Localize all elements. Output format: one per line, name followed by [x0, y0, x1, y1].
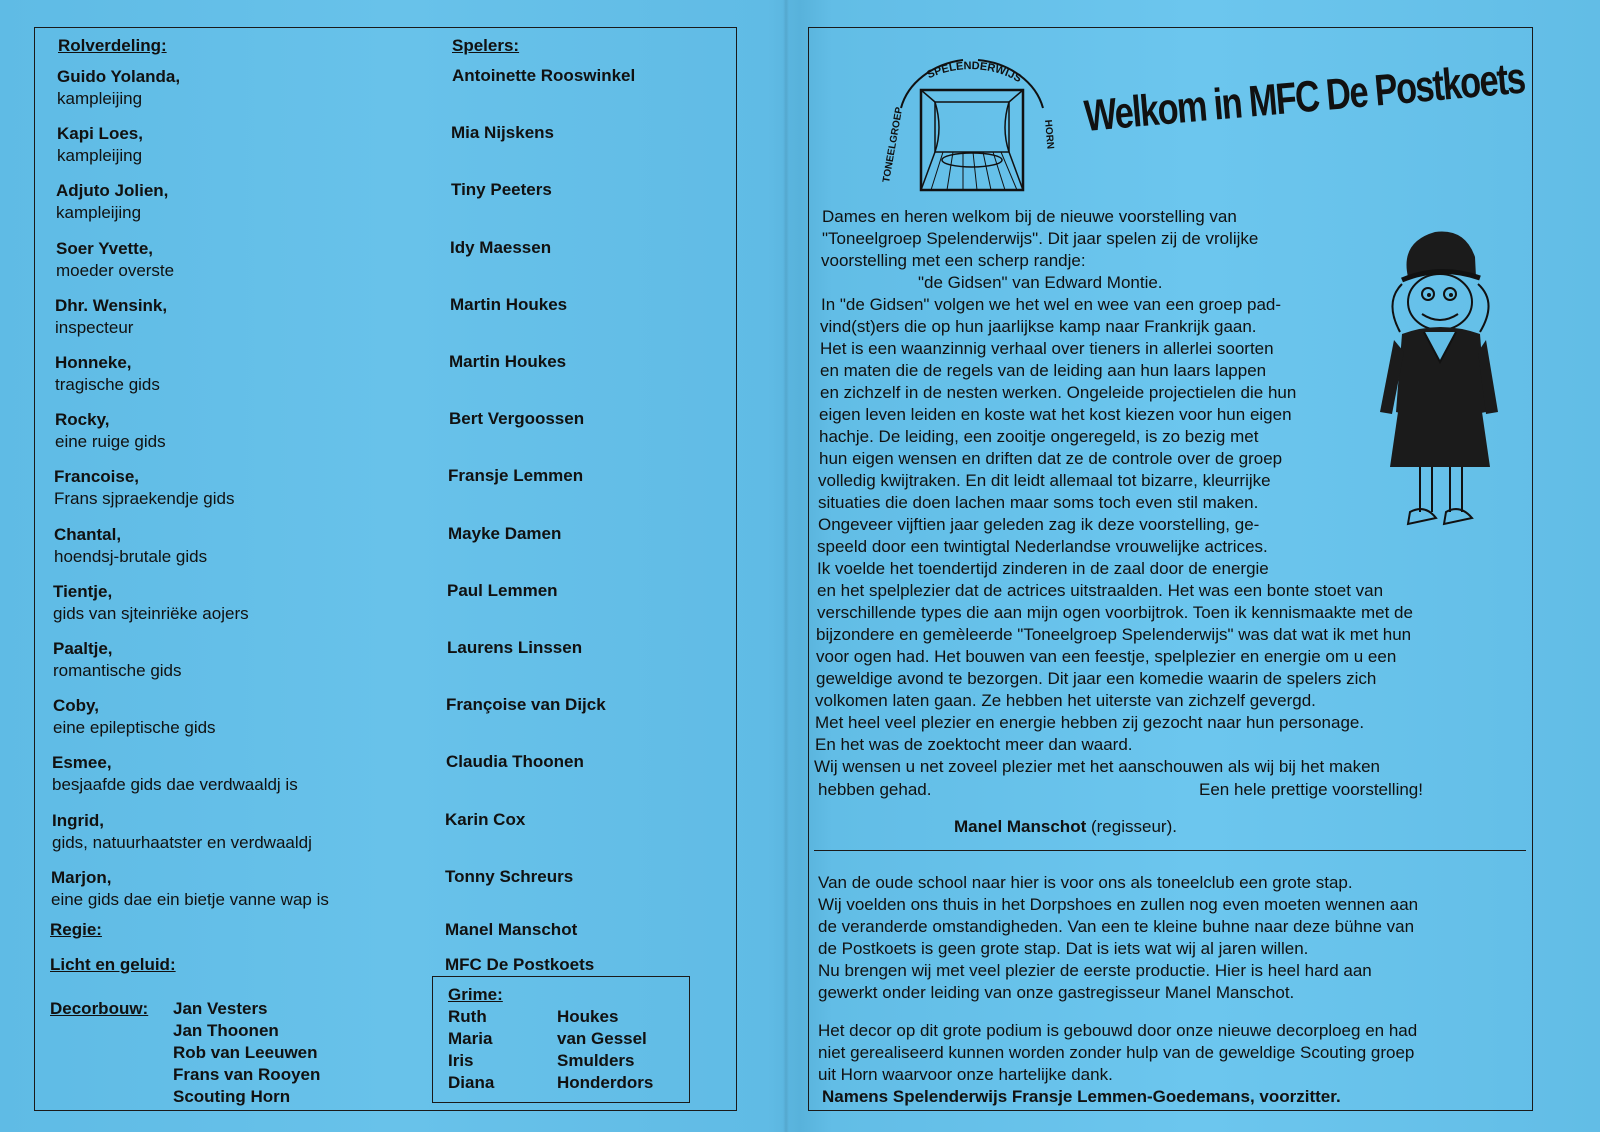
role-name: Francoise,: [54, 467, 140, 487]
intro-line: "Toneelgroep Spelenderwijs". Dit jaar spelen zij de vrolijke: [822, 229, 1259, 248]
intro-line: en maten die de regels van de leiding aan hun laars lappen: [820, 361, 1267, 380]
intro-line: volkomen laten gaan. Ze hebben het uiterste van zichzelf gevergd.: [815, 691, 1316, 710]
role-description: tragische gids: [55, 375, 160, 394]
decor-builder-name: Jan Vesters: [173, 999, 268, 1018]
intro-line: voorstelling met een scherp randje:: [821, 251, 1086, 270]
role-entry: [55, 352, 160, 396]
role-description: gids van sjteinriëke aojers: [53, 603, 249, 623]
svg-text:SPELENDERWIJS: [925, 60, 1023, 85]
decor-builder-name: Frans van Rooyen: [173, 1065, 321, 1084]
role-name: Esmee,: [52, 753, 112, 773]
intro-line: voor ogen had. Het bouwen van een feestje, spelplezier en energie om u een: [816, 647, 1397, 666]
player-name: Paul Lemmen: [447, 580, 558, 600]
logo-left-text: TONEELGROEP: [881, 106, 906, 184]
welcome-title: Welkom in MFC De Postkoets: [1082, 53, 1527, 141]
grime-last-name: Houkes: [557, 1007, 619, 1026]
role-description: hoendsj-brutale gids: [54, 546, 208, 566]
roles-header: Rolverdeling:: [58, 36, 167, 55]
regie-label: Regie:: [50, 920, 102, 939]
role-entry: [55, 295, 167, 339]
grime-last-name: van Gessel: [557, 1029, 647, 1048]
intro-line: hachje. De leiding, een zooitje ongeregeld, is zo bezig met: [819, 427, 1259, 446]
intro-line: Ongeveer vijftien jaar geleden zag ik deze voorstelling, ge-: [818, 515, 1260, 534]
role-name: Dhr. Wensink,: [55, 295, 168, 315]
player-name: Tiny Peeters: [451, 180, 552, 200]
decor-thanks-line: uit Horn waarvoor onze hartelijke dank.: [818, 1065, 1113, 1084]
role-entry: [57, 66, 180, 110]
decor-builder-name: Rob van Leeuwen: [173, 1043, 318, 1062]
grime-last-name: Honderdors: [557, 1073, 654, 1092]
player-name: Bert Vergoossen: [449, 409, 585, 429]
decor-thanks-line: Het decor op dit grote podium is gebouwd door onze nieuwe decorploeg en had: [818, 1021, 1418, 1040]
role-entry: [52, 810, 312, 854]
director-signature: [954, 817, 1177, 837]
intro-line: volledig kwijtraken. En dit leidt allemaal tot bizarre, kleurrijke: [818, 471, 1271, 490]
role-entry: [53, 695, 216, 739]
role-entry: [51, 867, 329, 911]
role-entry: [56, 238, 174, 282]
player-name: Karin Cox: [445, 809, 526, 829]
grime-last-name: Smulders: [557, 1051, 635, 1070]
intro-line: speeld door een twintigtal Nederlandse vrouwelijke actrices.: [817, 537, 1268, 556]
player-name: Martin Houkes: [449, 352, 567, 371]
director-name: Manel Manschot: [954, 817, 1087, 836]
regie-value: Manel Manschot: [445, 920, 578, 939]
intro-line: In "de Gidsen" volgen we het wel en wee van een groep pad-: [821, 295, 1282, 314]
grime-first-name: Maria: [448, 1029, 493, 1048]
grime-first-name: Iris: [448, 1051, 474, 1070]
player-name: Idy Maessen: [450, 237, 552, 257]
intro-line: situaties die doen lachen maar soms toch even stil maken.: [818, 493, 1259, 512]
intro-line: Wij wensen u net zoveel plezier met het aanschouwen als wij bij het maken: [814, 757, 1381, 776]
closing-line: Namens Spelenderwijs Fransje Lemmen-Goedemans, voorzitter.: [822, 1087, 1341, 1106]
logo-right-text: HORN: [1042, 119, 1056, 150]
club-paragraph-line: Van de oude school naar hier is voor ons als toneelclub een grote stap.: [818, 873, 1353, 892]
role-description: eine epileptische gids: [53, 718, 216, 738]
intro-line: Met heel veel plezier en energie hebben zij gezocht naar hun personage.: [815, 713, 1365, 732]
intro-last-right: Een hele prettige voorstelling!: [1199, 780, 1423, 799]
decor-builder-name: Scouting Horn: [173, 1087, 291, 1106]
player-name: Mayke Damen: [448, 523, 562, 543]
player-name: Mia Nijskens: [451, 123, 554, 143]
role-name: Marjon,: [51, 867, 112, 887]
grime-first-name: Diana: [448, 1073, 495, 1092]
role-name: Kapi Loes,: [57, 124, 143, 144]
decor-label: Decorbouw:: [50, 999, 149, 1018]
section-divider: [814, 850, 1526, 851]
intro-line: "de Gidsen" van Edward Montie.: [918, 273, 1163, 292]
role-name: Ingrid,: [52, 810, 104, 830]
role-name: Soer Yvette,: [56, 238, 154, 258]
director-role: (regisseur).: [1090, 817, 1177, 836]
stage-icon: [921, 90, 1023, 190]
light-sound-label: Licht en geluid:: [50, 955, 176, 974]
club-paragraph-line: Wij voelden ons thuis in het Dorpshoes en zullen nog even moeten wennen aan: [818, 895, 1419, 914]
intro-line: Het is een waanzinnig verhaal over tieners in allerlei soorten: [820, 339, 1274, 358]
role-description: moeder overste: [56, 260, 175, 280]
intro-line: bijzondere en gemèleerde "Toneelgroep Spelenderwijs" was dat wat ik met hun: [816, 625, 1412, 644]
player-name: Claudia Thoonen: [446, 752, 584, 772]
role-description: romantische gids: [53, 661, 182, 680]
club-paragraph-line: de veranderde omstandigheden. Van een te kleine buhne naar deze bühne van: [818, 917, 1415, 936]
role-entry: [53, 638, 182, 682]
role-entry: [55, 409, 166, 453]
intro-line: verschillende types die aan mijn ogen voorbijtrok. Toen ik kennismaakte met de: [817, 603, 1413, 622]
intro-line: vind(st)ers die op hun jaarlijkse kamp naar Frankrijk gaan.: [820, 317, 1257, 336]
intro-line: eigen leven leiden en koste wat het kost kiezen voor hun eigen: [819, 405, 1292, 424]
role-entry: [56, 180, 168, 224]
club-paragraph-line: de Postkoets is geen grote stap. Dat is iets wat wij al jaren willen.: [818, 939, 1309, 958]
role-description: kampleijing: [57, 89, 143, 108]
role-entry: [52, 752, 298, 796]
intro-line: en het spelplezier dat de actrices uitstraalden. Het was een bonte stoet van: [817, 581, 1384, 600]
intro-line: hun eigen wensen en driften dat ze de controle over de groep: [819, 449, 1283, 468]
role-name: Honneke,: [55, 353, 132, 372]
player-name: Martin Houkes: [450, 294, 568, 314]
light-sound-value: MFC De Postkoets: [445, 955, 595, 974]
player-name: Tonny Schreurs: [445, 866, 574, 886]
role-name: Coby,: [53, 696, 99, 716]
player-name: Laurens Linssen: [447, 638, 583, 657]
scout-girl-illustration: [1380, 222, 1500, 542]
role-entry: [54, 466, 234, 510]
toneelgroep-logo: [873, 48, 1068, 198]
role-name: Rocky,: [55, 410, 110, 430]
role-entry: [54, 524, 207, 568]
intro-line: En het was de zoektocht meer dan waard.: [815, 735, 1133, 754]
intro-line: Ik voelde het toendertijd zinderen in de zaal door de energie: [817, 559, 1269, 578]
logo-top-text: SPELENDERWIJS: [925, 60, 1024, 86]
player-name: Antoinette Rooswinkel: [452, 66, 636, 85]
role-entry: [57, 123, 143, 167]
intro-line: en zichzelf in de nesten werken. Ongeleide projectielen die hun: [820, 383, 1297, 402]
role-entry: [53, 581, 249, 625]
role-name: Chantal,: [54, 524, 122, 544]
role-description: besjaafde gids dae verdwaaldj is: [52, 775, 298, 795]
role-description: eine ruige gids: [55, 432, 166, 452]
club-paragraph-line: gewerkt onder leiding van onze gastregisseur Manel Manschot.: [818, 983, 1295, 1002]
grime-title: Grime:: [448, 985, 503, 1004]
role-name: Adjuto Jolien,: [56, 181, 169, 201]
role-description: inspecteur: [55, 317, 134, 337]
role-description: kampleijing: [56, 203, 142, 223]
player-name: Françoise van Dijck: [446, 695, 606, 715]
role-description: eine gids dae ein bietje vanne wap is: [51, 889, 329, 909]
intro-last-left: hebben gehad.: [818, 780, 932, 799]
players-header: Spelers:: [452, 36, 520, 55]
decor-thanks-line: niet gerealiseerd kunnen worden zonder hulp van de geweldige Scouting groep: [818, 1043, 1415, 1062]
role-description: gids, natuurhaatster en verdwaaldj: [52, 832, 312, 852]
grime-first-name: Ruth: [448, 1007, 487, 1026]
player-name: Fransje Lemmen: [448, 466, 584, 486]
role-name: Guido Yolanda,: [57, 67, 181, 86]
role-description: kampleijing: [57, 146, 143, 166]
role-description: Frans sjpraekendje gids: [54, 489, 235, 509]
decor-builder-name: Jan Thoonen: [173, 1021, 279, 1040]
center-fold: [783, 0, 789, 1132]
role-name: Tientje,: [53, 581, 113, 601]
role-name: Paaltje,: [53, 639, 113, 658]
intro-line: geweldige avond te bezorgen. Dit jaar een komedie waarin de spelers zich: [816, 669, 1377, 688]
intro-line: Dames en heren welkom bij de nieuwe voorstelling van: [822, 207, 1237, 226]
club-paragraph-line: Nu brengen wij met veel plezier de eerste productie. Hier is heel hard aan: [818, 961, 1372, 980]
